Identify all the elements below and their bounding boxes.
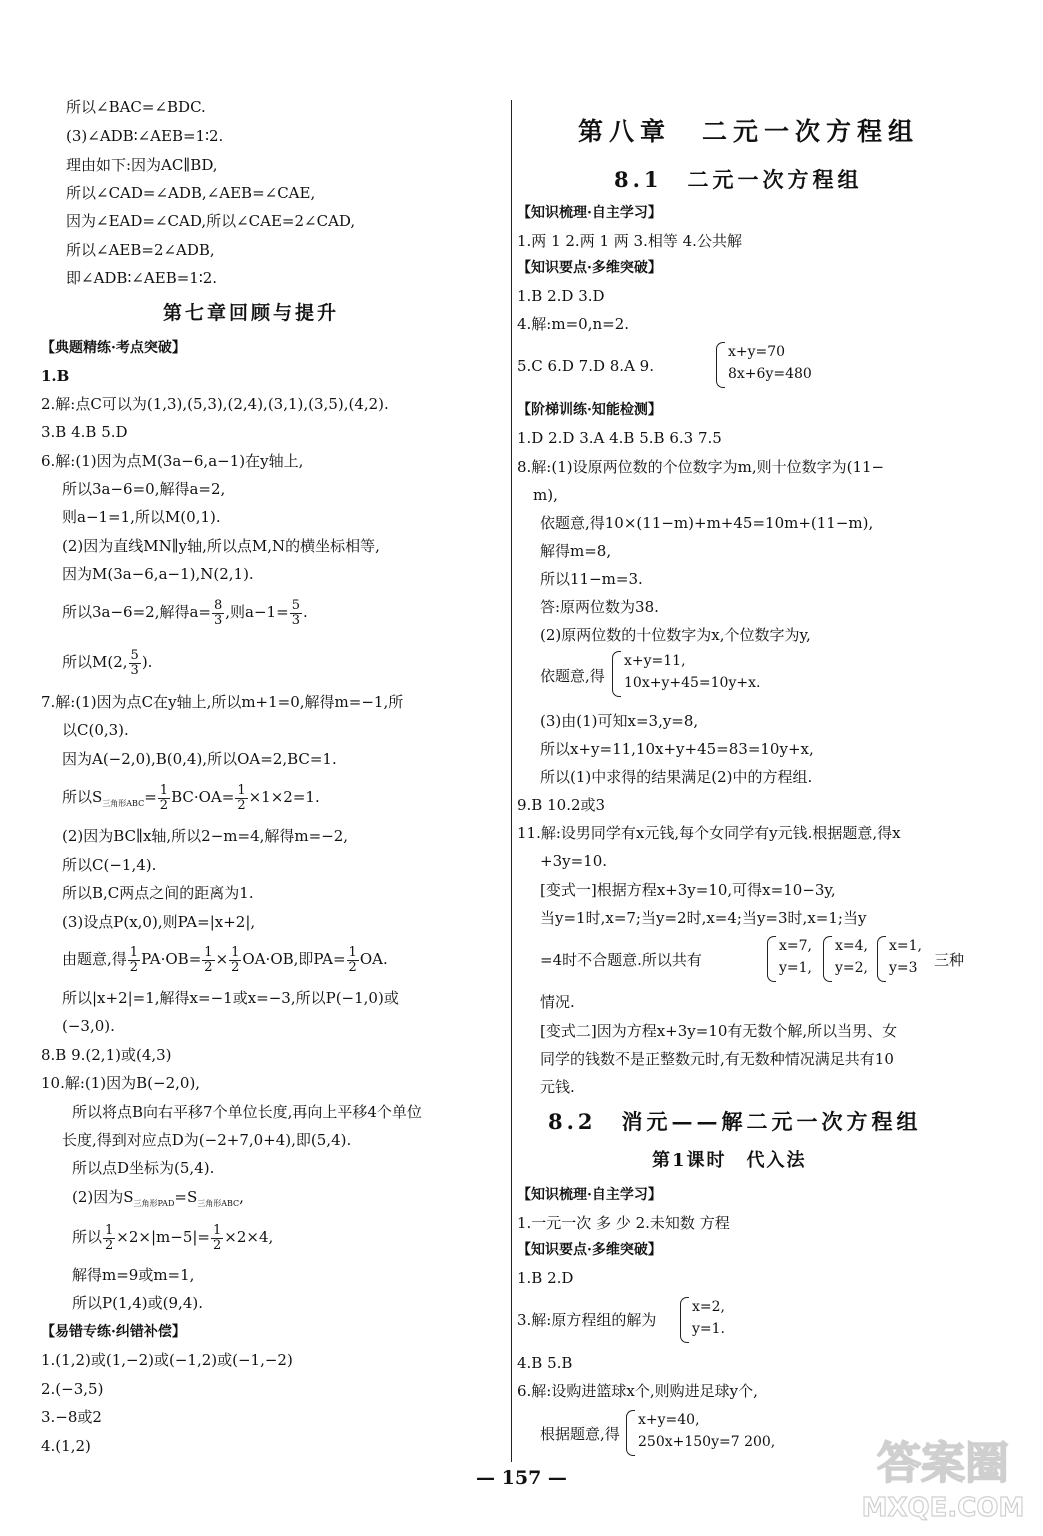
answer-line: 三种 [934, 951, 965, 969]
text-line: 即∠ADB∶∠AEB=1∶2. [66, 269, 218, 287]
answer-line: 解得m=8, [540, 542, 612, 560]
text-line: 所以∠BAC=∠BDC. [66, 98, 206, 116]
watermark-sub-text: MXQE.COM [861, 1493, 1025, 1523]
answer-line: 情况. [540, 993, 575, 1011]
answer-line: 1.两 1 2.两 1 两 3.相等 4.公共解 [517, 232, 742, 250]
answer-line: (2)因为BC∥x轴,所以2−m=4,解得m=−2, [62, 827, 349, 845]
answer-line: 则a−1=1,所以M(0,1). [62, 508, 221, 526]
text-line: 所以∠AEB=2∠ADB, [66, 241, 215, 259]
section-title-8-1: 8.1 二元一次方程组 [614, 167, 863, 192]
answer-line: 所以将点B向右平移7个单位长度,再向上平移4个单位 [72, 1103, 422, 1121]
answer-line: +3y=10. [540, 852, 608, 870]
answer-line: (2)因为直线MN∥y轴,所以点M,N的横坐标相等, [62, 537, 380, 555]
answer-line: 所以B,C两点之间的距离为1. [62, 884, 254, 902]
answer-line: 因为A(−2,0),B(0,4),所以OA=2,BC=1. [62, 750, 337, 768]
answer-line: (3)设点P(x,0),则PA=|x+2|, [62, 913, 256, 931]
text-line: 因为∠EAD=∠CAD,所以∠CAE=2∠CAD, [66, 212, 356, 230]
text-line: 理由如下:因为AC∥BD, [66, 156, 218, 174]
fraction: $\frac{1}{2}$ [231, 944, 240, 975]
answer-line: [变式一]根据方程x+3y=10,可得x=10−3y, [540, 881, 836, 899]
answer-line: 因为M(3a−6,a−1),N(2,1). [62, 565, 254, 583]
text-line: (3)∠ADB∶∠AEB=1∶2. [66, 127, 224, 145]
fraction: $\frac{8}{3}$ [214, 597, 223, 628]
answer-line: 11.解:设男同学有x元钱,每个女同学有y元钱.根据题意,得x [517, 824, 901, 842]
fraction: $\frac{1}{2}$ [348, 944, 357, 975]
answer-line: 6.解:设购进篮球x个,则购进足球y个, [517, 1382, 758, 1400]
answer-line: (2)原两位数的十位数字为x,个位数字为y, [540, 626, 811, 644]
chapter8-title: 第八章 二元一次方程组 [578, 117, 920, 146]
answer-line: 当y=1时,x=7;当y=2时,x=4;当y=3时,x=1;当y [540, 909, 867, 927]
answer-line: 2.解:点C可以为(1,3),(5,3),(2,4),(3,1),(3,5),(4,2). [41, 395, 389, 413]
answer-line: 所以x+y=11,10x+y+45=83=10y+x, [540, 740, 814, 758]
section-header: 【典题精练·考点突破】 [41, 340, 186, 356]
answer-line: 4.B 5.B [517, 1354, 573, 1372]
chapter7-title: 第七章回顾与提升 [163, 302, 340, 324]
answer-line: 4.(1,2) [41, 1437, 91, 1455]
answer-line: (−3,0). [62, 1017, 115, 1035]
answer-line: 所以3a−6=0,解得a=2, [62, 480, 226, 498]
answer-line: 所以P(1,4)或(9,4). [72, 1294, 203, 1312]
answer-line: 答:原两位数为38. [540, 598, 659, 616]
answer-line: 1.B 2.D 3.D [517, 287, 605, 305]
answer-line: (2)因为$S_{三角形PAD}=S_{三角形ABC}$, [72, 1188, 244, 1208]
fraction: $\frac{1}{2}$ [105, 1222, 114, 1253]
answer-line: 1.B 2.D [517, 1269, 574, 1287]
answer-line: 7.解:(1)因为点C在y轴上,所以m+1=0,解得m=−1,所 [41, 693, 404, 711]
fraction: $\frac{1}{2}$ [129, 944, 139, 975]
answer-line: 根据题意,得 [540, 1425, 620, 1443]
fraction: $\frac{5}{3}$ [291, 597, 300, 628]
fraction: $\frac{1}{2}$ [204, 944, 213, 975]
answer-line: 以C(0,3). [62, 721, 129, 739]
fraction: $\frac{1}{2}$ [237, 782, 246, 813]
answer-line-fraction: 所以$S_{三角形ABC}=$ $\frac{1}{2}$ BC·OA= $\frac{1}{2}$ ×1×2=1. [62, 782, 320, 813]
watermark-logo [857, 1426, 1029, 1528]
watermark-main-text: 答案圈 [877, 1438, 1009, 1489]
section-header: 【知识梳理·自主学习】 [517, 1187, 662, 1203]
answer-line: 2.(−3,5) [41, 1380, 104, 1398]
answer-line: 依题意,得10×(11−m)+m+45=10m+(11−m), [540, 514, 874, 532]
answer-line-fraction: 所以 $\frac{1}{2}$ ×2×|m−5|= $\frac{1}{2}$ ×2×4, [72, 1222, 274, 1253]
answer-line: 4.解:m=0,n=2. [517, 315, 630, 333]
answer-line: 1.B [41, 367, 70, 385]
fraction: $\frac{1}{2}$ [159, 782, 169, 813]
answer-line: 所以(1)中求得的结果满足(2)中的方程组. [540, 768, 813, 786]
answer-line: 1.D 2.D 3.A 4.B 5.B 6.3 7.5 [517, 429, 722, 447]
answer-line: 所以|x+2|=1,解得x=−1或x=−3,所以P(−1,0)或 [62, 989, 399, 1007]
answer-line-fraction: 所以M(2, $\frac{5}{3}$ ). [62, 647, 153, 678]
answer-line-fraction: 所以3a−6=2,解得a= $\frac{8}{3}$ ,则a−1= $\frac{5}{3}$ . [62, 597, 308, 628]
answer-line: 10.解:(1)因为B(−2,0), [41, 1074, 201, 1092]
answer-line: (3)由(1)可知x=3,y=8, [540, 712, 699, 730]
answer-line: 1.一元一次 多 少 2.未知数 方程 [517, 1214, 730, 1232]
fraction: $\frac{5}{3}$ [130, 647, 139, 678]
answer-line: m), [533, 486, 558, 504]
answer-line-fraction: 由题意,得 $\frac{1}{2}$ PA·OB= $\frac{1}{2}$ × $\frac{1}{2}$ OA·OB,即PA= $\frac{1}{2}$ OA. [62, 944, 388, 975]
answer-line: 5.C 6.D 7.D 8.A 9. [517, 357, 654, 375]
answer-line: 所以11−m=3. [540, 570, 643, 588]
section-header: 【知识要点·多维突破】 [517, 260, 662, 276]
answer-line: [变式二]因为方程x+3y=10有无数个解,所以当男、女 [540, 1022, 898, 1040]
answer-line: 同学的钱数不是正整数元时,有无数种情况满足共有10 [540, 1050, 894, 1068]
answer-line: 3.解:原方程组的解为 [517, 1311, 657, 1329]
section-title-8-2: 8.2 消元——解二元一次方程组 [548, 1109, 922, 1134]
section-header: 【知识要点·多维突破】 [517, 1242, 662, 1258]
answer-line: 9.B 10.2或3 [517, 796, 606, 814]
answer-line: 所以C(−1,4). [62, 856, 157, 874]
answer-line: 3.B 4.B 5.D [41, 423, 128, 441]
answer-line: =4时不合题意.所以共有 [540, 951, 702, 969]
text-line: 所以∠CAD=∠ADB,∠AEB=∠CAE, [66, 184, 316, 202]
lesson-title: 第1课时 代入法 [652, 1150, 807, 1171]
answer-line: 6.解:(1)因为点M(3a−6,a−1)在y轴上, [41, 452, 304, 470]
column-divider [511, 100, 512, 1462]
fraction: $\frac{1}{2}$ [213, 1222, 222, 1253]
answer-line: 依题意,得 [540, 667, 605, 685]
answer-line: 8.B 9.(2,1)或(4,3) [41, 1046, 172, 1064]
answer-line: 所以点D坐标为(5,4). [72, 1159, 215, 1177]
answer-line: 1.(1,2)或(1,−2)或(−1,2)或(−1,−2) [41, 1351, 293, 1369]
answer-line: 元钱. [540, 1078, 575, 1096]
page-number: — 157 — [476, 1467, 567, 1489]
answer-line: 解得m=9或m=1, [72, 1266, 195, 1284]
section-header: 【易错专练·纠错补偿】 [41, 1324, 186, 1340]
answer-line: 长度,得到对应点D为(−2+7,0+4),即(5,4). [62, 1131, 352, 1149]
section-header: 【阶梯训练·知能检测】 [517, 402, 662, 418]
section-header: 【知识梳理·自主学习】 [517, 205, 662, 221]
answer-line: 3.−8或2 [41, 1408, 102, 1426]
answer-line: 8.解:(1)设原两位数的个位数字为m,则十位数字为(11− [517, 458, 885, 476]
